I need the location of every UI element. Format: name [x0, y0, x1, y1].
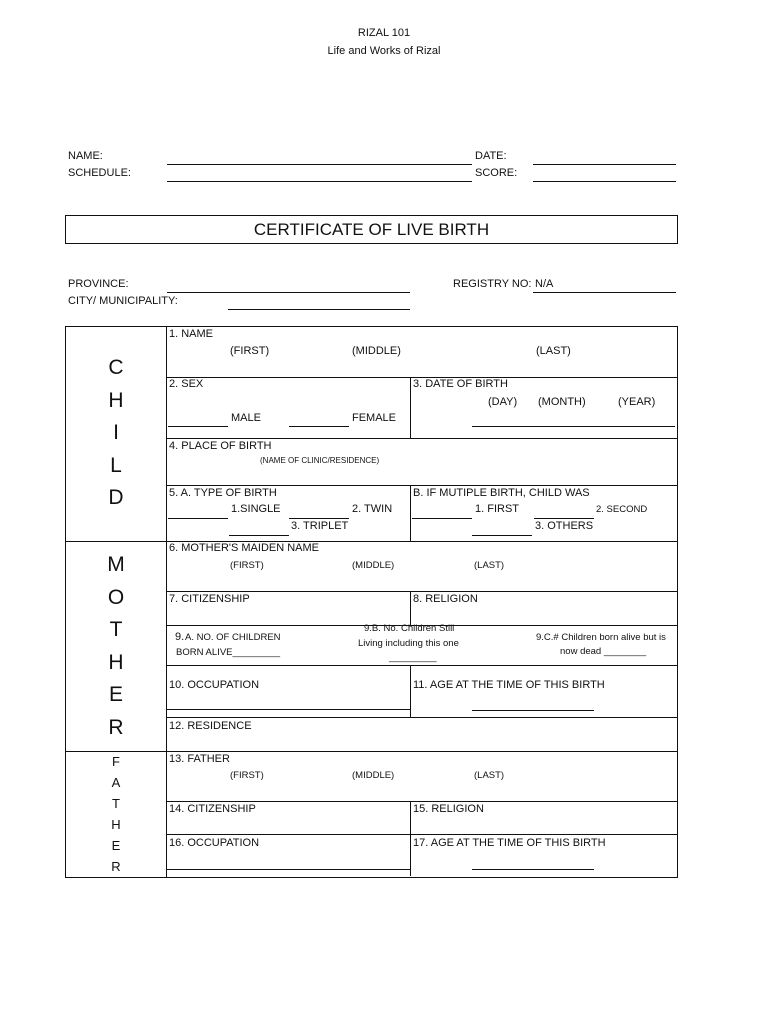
- city-label: CITY/ MUNICIPALITY:: [68, 295, 178, 307]
- father-age-field[interactable]: [472, 869, 594, 870]
- twin-option: 2. TWIN: [352, 503, 393, 515]
- child-mother-divider: [65, 541, 677, 542]
- mother-first-hint: (FIRST): [230, 560, 264, 571]
- score-label: SCORE:: [475, 167, 518, 179]
- course-title: RIZAL 101: [357, 27, 411, 39]
- others-option: 3. OTHERS: [535, 520, 594, 532]
- certificate-title: CERTIFICATE OF LIVE BIRTH: [65, 215, 678, 244]
- date-field[interactable]: [533, 164, 676, 165]
- cell-divider: [410, 665, 411, 717]
- row-divider: [166, 717, 677, 718]
- mother-citizenship-label: 7. CITIZENSHIP: [169, 593, 250, 605]
- children-dead-label: 9.C.# Children born alive but is: [536, 632, 666, 643]
- place-of-birth-hint: (NAME OF CLINIC/RESIDENCE): [260, 456, 380, 465]
- schedule-field[interactable]: [167, 181, 472, 182]
- female-field[interactable]: [289, 426, 349, 427]
- triplet-option: 3. TRIPLET: [291, 520, 349, 532]
- row-divider: [166, 834, 677, 835]
- province-label: PROVINCE:: [68, 278, 129, 290]
- mother-maiden-name-label: 6. MOTHER'S MAIDEN NAME: [169, 542, 320, 554]
- mother-occupation-label: 10. OCCUPATION: [169, 679, 260, 691]
- cell-divider: [410, 485, 411, 541]
- cell-divider: [410, 801, 411, 876]
- father-first-hint: (FIRST): [230, 770, 264, 781]
- female-option: FEMALE: [352, 412, 397, 424]
- registry-label: REGISTRY NO:: [453, 278, 532, 290]
- twin-field[interactable]: [289, 518, 349, 519]
- male-option: MALE: [231, 412, 261, 424]
- course-subtitle: Life and Works of Rizal: [327, 45, 441, 57]
- child-middle-hint: (MIDDLE): [352, 345, 401, 357]
- mother-residence-label: 12. RESIDENCE: [169, 720, 252, 732]
- type-of-birth-label: 5. A. TYPE OF BIRTH: [169, 487, 277, 499]
- name-label: NAME:: [68, 150, 103, 162]
- mother-age-label: 11. AGE AT THE TIME OF THIS BIRTH: [413, 679, 605, 691]
- row-divider: [166, 591, 677, 592]
- cell-divider: [410, 377, 411, 438]
- children-living-label-2: Living including this one: [358, 638, 459, 649]
- registry-value: N/A: [535, 278, 554, 290]
- children-born-alive-field[interactable]: BORN ALIVE_________: [176, 647, 281, 658]
- single-option: 1.SINGLE: [231, 503, 281, 515]
- registry-field[interactable]: [533, 292, 676, 293]
- dob-year-hint: (YEAR): [618, 396, 656, 408]
- mother-section-label: M O T H E R: [107, 553, 125, 739]
- province-field[interactable]: [167, 292, 410, 293]
- child-name-label: 1. NAME: [169, 328, 214, 340]
- name-field[interactable]: [167, 164, 472, 165]
- child-section-label: C H I L D: [108, 356, 124, 509]
- father-religion-label: 15. RELIGION: [413, 803, 484, 815]
- father-occupation-label: 16. OCCUPATION: [169, 837, 260, 849]
- place-of-birth-label: 4. PLACE OF BIRTH: [169, 440, 272, 452]
- second-child-option: 2. SECOND: [596, 504, 648, 515]
- row-divider: [166, 485, 677, 486]
- mother-age-field[interactable]: [472, 710, 594, 711]
- child-first-hint: (FIRST): [230, 345, 270, 357]
- child-last-hint: (LAST): [536, 345, 571, 357]
- father-name-label: 13. FATHER: [169, 753, 230, 765]
- mother-middle-hint: (MIDDLE): [352, 560, 395, 571]
- others-field[interactable]: [472, 535, 532, 536]
- children-dead-field[interactable]: now dead ________: [560, 646, 647, 657]
- father-citizenship-label: 14. CITIZENSHIP: [169, 803, 256, 815]
- city-field[interactable]: [228, 309, 410, 310]
- row-divider: [166, 665, 677, 666]
- row-divider: [166, 801, 677, 802]
- second-child-field[interactable]: [534, 518, 594, 519]
- father-section-label: F A T H E R: [111, 754, 121, 874]
- sex-label: 2. SEX: [169, 378, 204, 390]
- mother-occupation-field[interactable]: [166, 709, 410, 710]
- dob-label: 3. DATE OF BIRTH: [413, 378, 508, 390]
- single-field[interactable]: [168, 518, 228, 519]
- children-a-number: 9.: [175, 631, 185, 643]
- row-divider: [166, 438, 677, 439]
- mother-religion-label: 8. RELIGION: [413, 593, 478, 605]
- dob-day-hint: (DAY): [488, 396, 518, 408]
- first-child-field[interactable]: [412, 518, 472, 519]
- date-label: DATE:: [475, 150, 507, 162]
- first-child-option: 1. FIRST: [475, 503, 520, 515]
- children-born-alive-label: A. NO. OF CHILDREN: [185, 632, 281, 643]
- schedule-label: SCHEDULE:: [68, 167, 131, 179]
- children-living-label: 9.B. No. Children Still: [364, 623, 455, 634]
- dob-month-hint: (MONTH): [538, 396, 586, 408]
- multiple-birth-label: B. IF MUTIPLE BIRTH, CHILD WAS: [413, 487, 590, 499]
- triplet-field[interactable]: [229, 535, 289, 536]
- score-field[interactable]: [533, 181, 676, 182]
- father-last-hint: (LAST): [474, 770, 505, 781]
- dob-field[interactable]: [472, 426, 675, 427]
- father-age-label: 17. AGE AT THE TIME OF THIS BIRTH: [413, 837, 606, 849]
- section-column-divider: [166, 326, 167, 877]
- cell-divider: [410, 591, 411, 625]
- mother-last-hint: (LAST): [474, 560, 505, 571]
- father-occupation-field[interactable]: [166, 869, 410, 870]
- children-living-field[interactable]: _________: [389, 652, 437, 663]
- father-middle-hint: (MIDDLE): [352, 770, 395, 781]
- male-field[interactable]: [168, 426, 228, 427]
